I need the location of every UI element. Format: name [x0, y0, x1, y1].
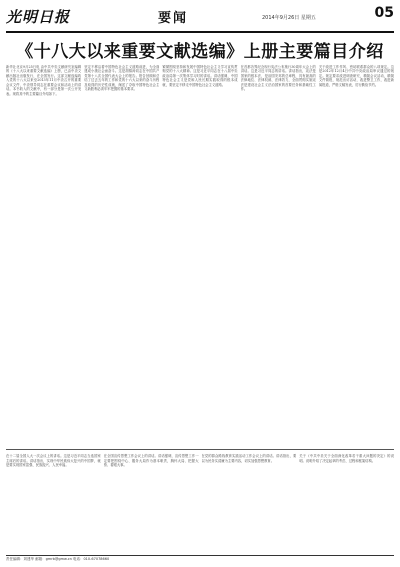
article-column-1: [6, 63, 81, 446]
dateline: 2014年9月26日 星期五: [262, 15, 316, 21]
headline: 《十八大以来重要文献选编》上册主要篇目介绍: [16, 42, 384, 62]
bottom-column-2: [104, 453, 199, 553]
newspaper-logo: 光明日报: [6, 8, 71, 26]
top-rule: [6, 31, 394, 33]
column-text: 紧紧围绕坚持和发展中国特色社会主义学习宣传贯彻党的十八大精神。这是习近平同志在十八届中央政治局第一次集体学习时的讲话。讲话强调，中国特色社会主义是党和人民长期实践取得的根本成就，要坚定不移走中国特色社会主义道路。: [162, 64, 238, 87]
article-column-4: [241, 63, 316, 446]
masthead: [6, 4, 394, 30]
bottom-column-text: 在全国宣传思想工作会议上的讲话。讲话强调，宣传思想工作一定要把围绕中心、服务大局作为基本职责，胸怀大局、把握大势、着眼大事。: [103, 454, 199, 468]
article-column-2: [84, 63, 159, 446]
bottom-columns: [6, 453, 394, 553]
column-text: 在首都各界纪念现行宪法公布施行30周年大会上的讲话。这是习近平同志的讲话。讲话指出，宪法是国家的根本法，是治国安邦的总章程，具有最高的法律地位、法律权威、法律效力，全面贯彻实施宪法是建设社会主义法治国家的首要任务和基础性工作。: [240, 64, 316, 92]
bottom-column-1: [6, 453, 101, 553]
bottom-column-3: [202, 453, 297, 553]
page-number: 05: [374, 5, 394, 21]
bottom-column-text: 在党的群众路线教育实践活动工作会议上的讲话。讲话指出，要以为民务实清廉为主要内容，切实加强思想教育。: [201, 454, 297, 463]
bottom-column-4: [299, 453, 394, 553]
footer-credits: 责任编辑：刘建华 邮箱：gmrb@gmw.cn 电话：010-67078660: [6, 557, 110, 561]
footer-rule: [6, 555, 394, 556]
bottom-column-text: 在十二届全国人大一次会议上的讲话。这是习近平同志当选国家主席后的讲话。讲话指出，实现中华民族伟大复兴的中国梦，就是要实现国家富强、民族振兴、人民幸福。: [6, 454, 101, 468]
column-text: 关于改进工作作风、密切联系群众的八项规定。这是2012年12月4日中共中央政治局审议通过的规定。规定要求改进调查研究，精简会议活动，精简文件简报，规范出访活动，改进警卫工作，改进新闻报道，严格文稿发表，厉行勤俭节约。: [318, 64, 395, 87]
column-text: 新华社北京9月25日电 由中共中央文献研究室编辑的《十八大以来重要文献选编》上册，已由中央文献出版社出版发行，在全国发行。这部文献选编收入党的十八大以来至2013年11月中央召开的重要会议文件，中央领导同志在重要会议和活动上的讲话。本书收入的文献中，有一部分是第一次公开发表。现将其中的主要篇目介绍如下。: [6, 64, 82, 97]
article-columns: [6, 63, 394, 446]
article-column-3: [162, 63, 237, 446]
column-text: 坚定不移沿着中国特色社会主义道路前进，为全面建成小康社会而奋斗。这是胡锦涛同志在中国共产党第十八次全国代表大会上的报告。报告回顾和总结了过去五年的工作和党的十六大以来的奋斗历程及取得的历史性成就，阐述了夺取中国特色社会主义新胜利必须牢牢把握的基本要求。: [84, 64, 160, 92]
section-title: 要闻: [158, 11, 189, 26]
bottom-column-text: 关于《中共中央关于全面深化改革若干重大问题的决定》的说明。说明介绍了决定起草的考虑、过程和框架结构。: [299, 454, 394, 463]
article-column-5: [319, 63, 394, 446]
section-divider: [6, 449, 394, 450]
